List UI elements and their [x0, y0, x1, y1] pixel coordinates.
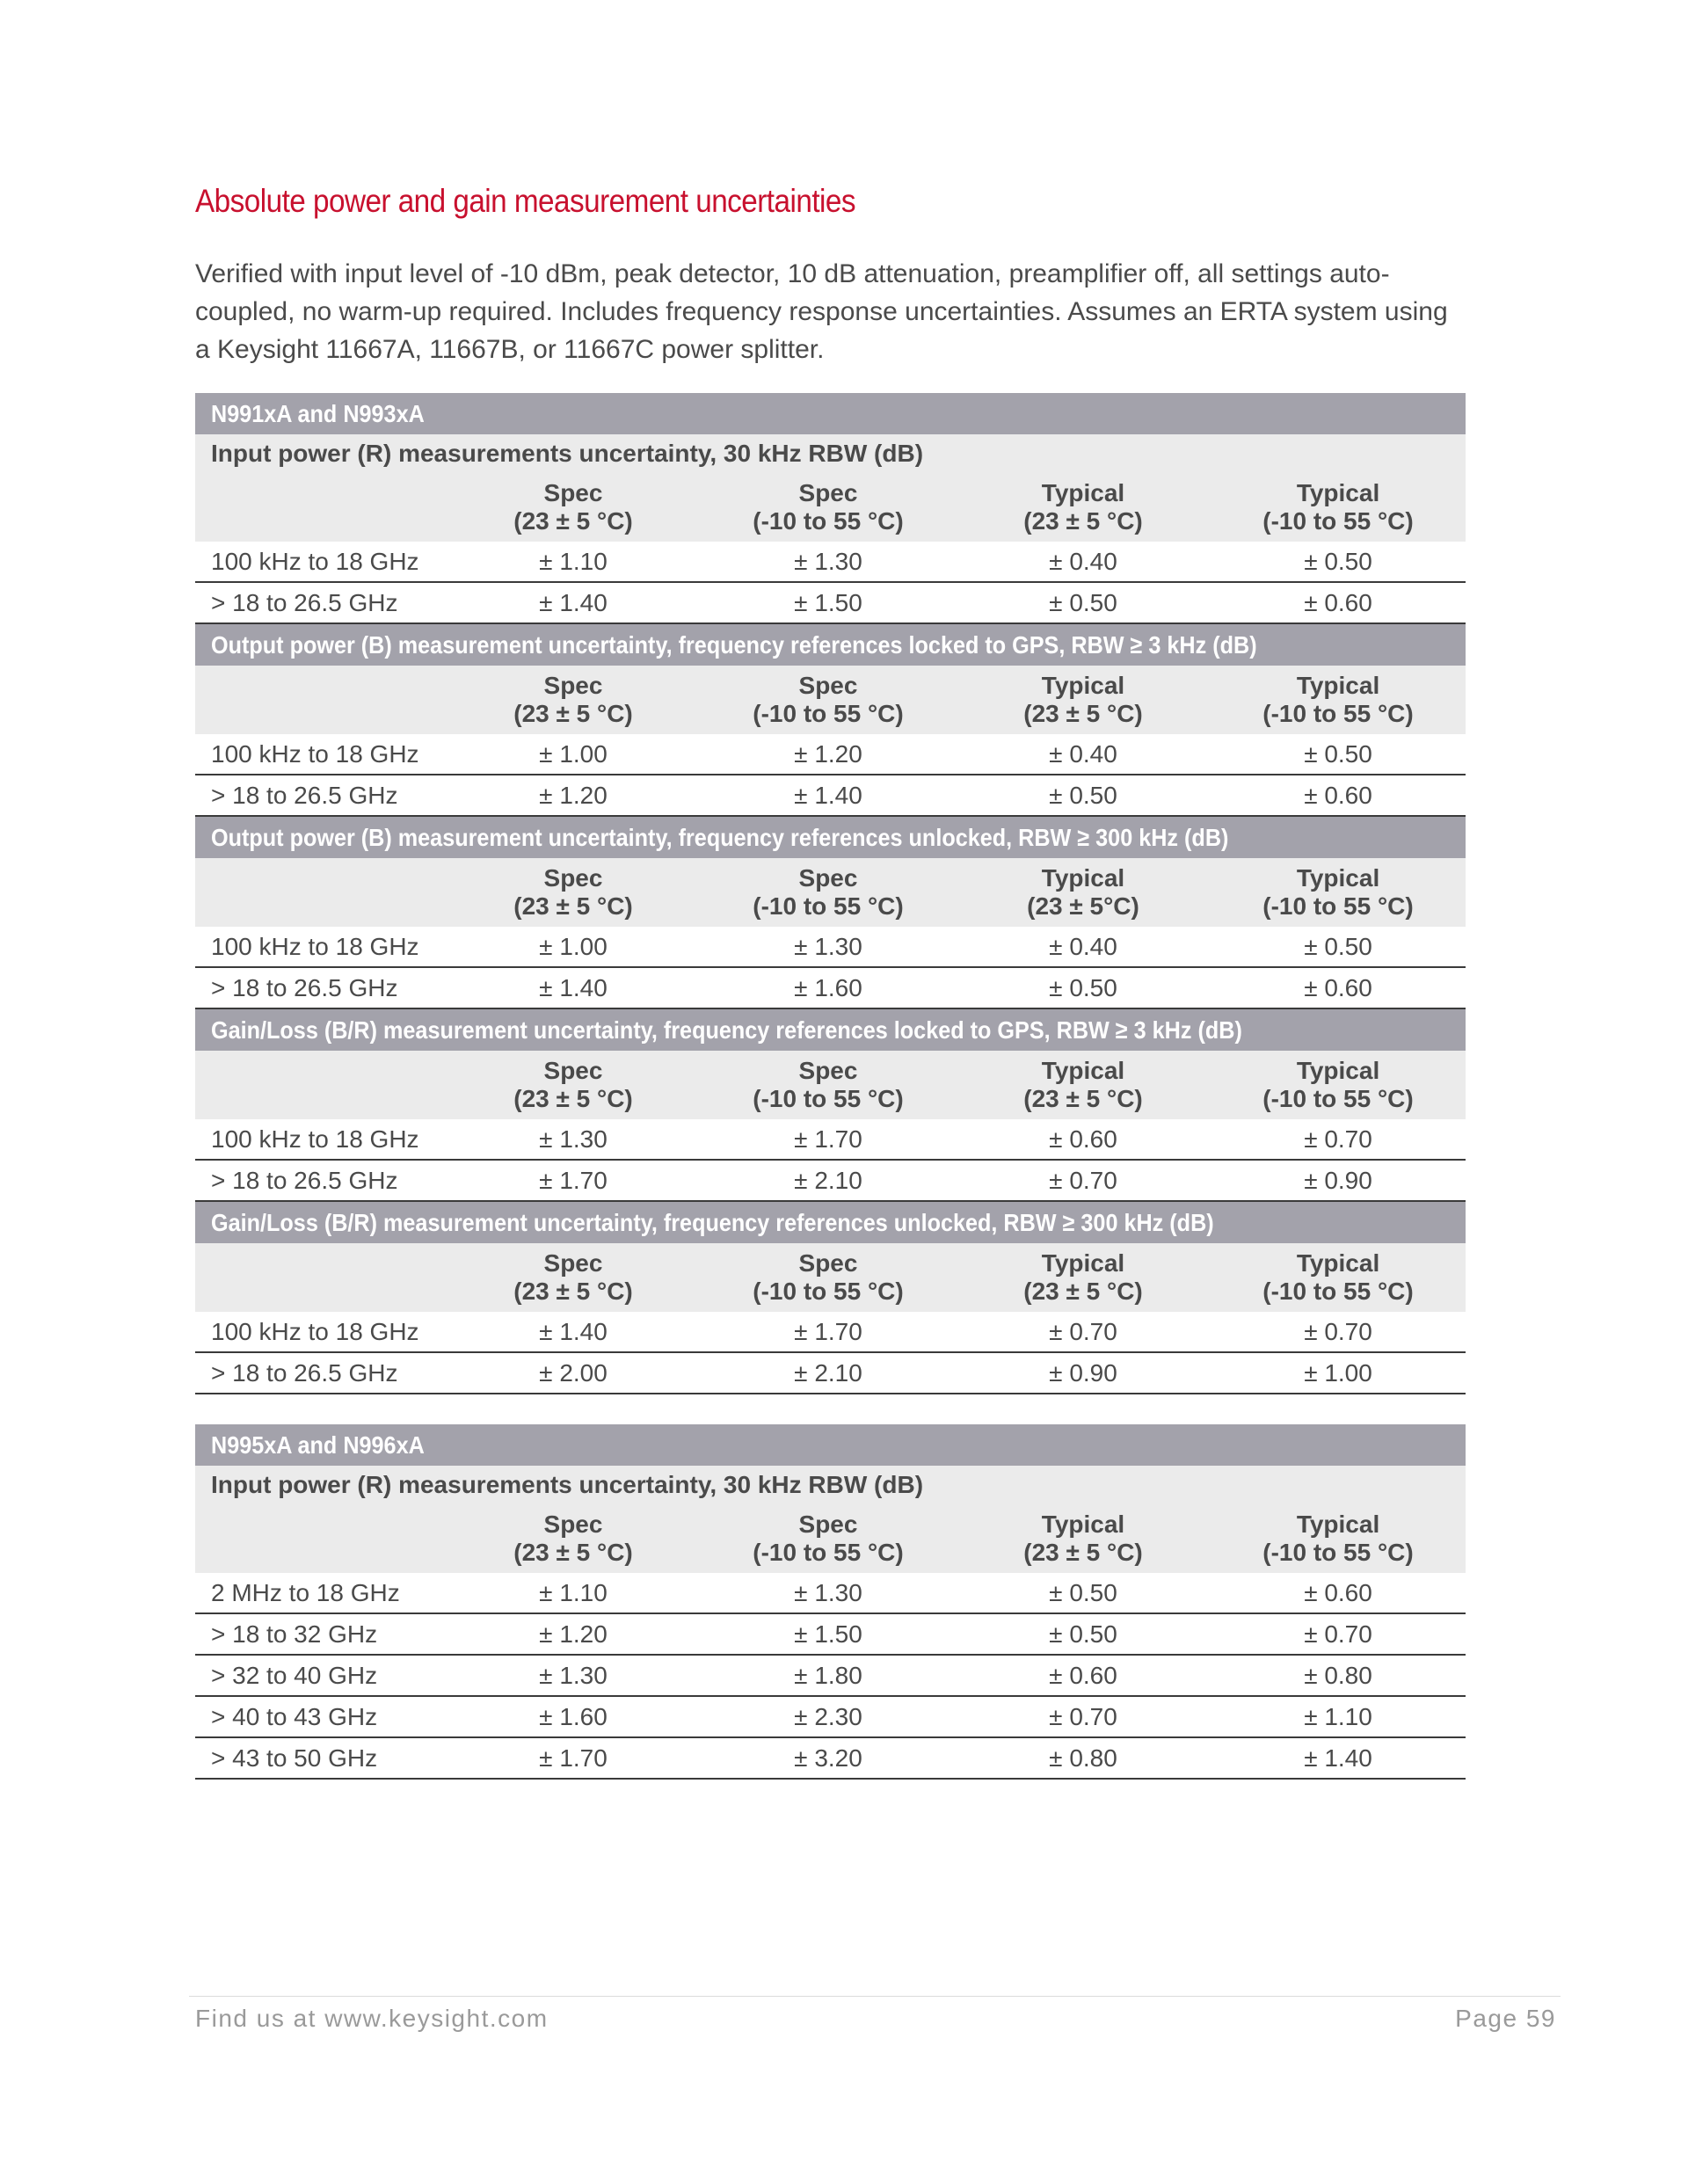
section-band-row — [195, 623, 1466, 666]
section-band — [195, 1008, 1466, 1051]
table-row — [195, 1696, 1466, 1737]
column-header-condition: (23 ± 5 °C) — [1023, 1085, 1143, 1112]
column-header-label: Spec — [798, 864, 858, 892]
uncertainty-value: ± 0.40 — [956, 734, 1211, 775]
frequency-range: > 43 to 50 GHz — [195, 1737, 446, 1779]
uncertainty-value: ± 0.70 — [956, 1160, 1211, 1201]
uncertainty-value: ± 0.50 — [956, 1573, 1211, 1613]
column-header-condition: (-10 to 55 °C) — [1262, 892, 1414, 920]
uncertainty-value: ± 0.70 — [1211, 1312, 1466, 1352]
uncertainty-value: ± 0.60 — [956, 1119, 1211, 1160]
table-row — [195, 967, 1466, 1008]
column-header-row — [195, 1504, 1466, 1573]
model-band-row — [195, 393, 1466, 434]
column-header — [1211, 1243, 1466, 1312]
uncertainty-value: ± 2.00 — [446, 1352, 701, 1394]
subheading-row — [195, 1466, 1466, 1504]
table-row — [195, 542, 1466, 582]
column-header — [956, 858, 1211, 927]
column-header-condition: (-10 to 55 °C) — [753, 1278, 904, 1305]
column-header-blank — [195, 473, 446, 542]
column-header-label: Spec — [798, 672, 858, 699]
uncertainty-value: ± 1.10 — [1211, 1696, 1466, 1737]
spec-table-n995xa — [195, 1424, 1466, 1780]
frequency-range: > 18 to 26.5 GHz — [195, 582, 446, 623]
column-header-condition: (23 ± 5 °C) — [1023, 1539, 1143, 1566]
section-band-label: Output power (B) measurement uncertainty, frequency references unlocked, RBW ≥ 300 kHz (dB) — [211, 823, 1229, 851]
column-header — [446, 473, 701, 542]
column-header-label: Typical — [1041, 1511, 1125, 1538]
table-row — [195, 1352, 1466, 1394]
section-band — [195, 1201, 1466, 1243]
model-band-label: N995xA and N996xA — [211, 1431, 425, 1459]
subheading: Input power (R) measurements uncertainty, 30 kHz RBW (dB) — [195, 1466, 1466, 1504]
table-row — [195, 1573, 1466, 1613]
frequency-range: 2 MHz to 18 GHz — [195, 1573, 446, 1613]
column-header-label: Spec — [798, 479, 858, 506]
uncertainty-value: ± 1.80 — [701, 1655, 956, 1696]
frequency-range: > 18 to 26.5 GHz — [195, 967, 446, 1008]
frequency-range: 100 kHz to 18 GHz — [195, 734, 446, 775]
table-row — [195, 1613, 1466, 1655]
table-row — [195, 1160, 1466, 1201]
column-header — [1211, 1051, 1466, 1119]
uncertainty-value: ± 1.40 — [446, 967, 701, 1008]
section-band — [195, 623, 1466, 666]
page-title: Absolute power and gain measurement uncertainties — [195, 183, 856, 219]
column-header — [701, 1051, 956, 1119]
column-header — [1211, 473, 1466, 542]
column-header-condition: (-10 to 55 °C) — [1262, 1278, 1414, 1305]
uncertainty-value: ± 0.50 — [956, 582, 1211, 623]
column-header-label: Typical — [1296, 864, 1380, 892]
uncertainty-value: ± 1.50 — [701, 582, 956, 623]
uncertainty-value: ± 0.50 — [1211, 927, 1466, 967]
column-header — [1211, 858, 1466, 927]
section-band-label: Output power (B) measurement uncertainty, frequency references locked to GPS, RBW ≥ 3 kHz (dB) — [211, 630, 1257, 659]
column-header — [446, 1051, 701, 1119]
table-row — [195, 1119, 1466, 1160]
column-header — [956, 1243, 1211, 1312]
column-header-condition: (23 ± 5°C) — [1027, 892, 1139, 920]
column-header-condition: (23 ± 5 °C) — [1023, 1278, 1143, 1305]
uncertainty-value: ± 2.10 — [701, 1160, 956, 1201]
uncertainty-value: ± 1.40 — [446, 1312, 701, 1352]
uncertainty-value: ± 0.50 — [1211, 542, 1466, 582]
column-header-label: Typical — [1041, 672, 1125, 699]
column-header — [956, 1504, 1211, 1573]
frequency-range: > 18 to 32 GHz — [195, 1613, 446, 1655]
column-header — [956, 473, 1211, 542]
subheading-row — [195, 434, 1466, 473]
column-header-label: Spec — [543, 479, 603, 506]
column-header-blank — [195, 1504, 446, 1573]
column-header-label: Typical — [1296, 1249, 1380, 1277]
column-header-blank — [195, 858, 446, 927]
section-band-row — [195, 1008, 1466, 1051]
column-header-condition: (-10 to 55 °C) — [1262, 1085, 1414, 1112]
uncertainty-value: ± 3.20 — [701, 1737, 956, 1779]
column-header-label: Spec — [798, 1511, 858, 1538]
column-header-blank — [195, 1051, 446, 1119]
uncertainty-value: ± 1.20 — [701, 734, 956, 775]
uncertainty-value: ± 0.70 — [956, 1312, 1211, 1352]
column-header-label: Typical — [1296, 1511, 1380, 1538]
frequency-range: > 32 to 40 GHz — [195, 1655, 446, 1696]
column-header-label: Spec — [543, 864, 603, 892]
uncertainty-value: ± 0.60 — [1211, 775, 1466, 816]
uncertainty-value: ± 1.10 — [446, 1573, 701, 1613]
model-band — [195, 393, 1466, 434]
uncertainty-value: ± 0.60 — [1211, 1573, 1466, 1613]
column-header-label: Spec — [543, 1057, 603, 1084]
frequency-range: > 18 to 26.5 GHz — [195, 1352, 446, 1394]
column-header-label: Spec — [798, 1057, 858, 1084]
footer-divider — [189, 1996, 1561, 1997]
uncertainty-value: ± 1.50 — [701, 1613, 956, 1655]
uncertainty-value: ± 2.10 — [701, 1352, 956, 1394]
column-header-condition: (23 ± 5 °C) — [513, 1085, 633, 1112]
column-header-row — [195, 473, 1466, 542]
uncertainty-value: ± 0.50 — [956, 1613, 1211, 1655]
footer-website[interactable]: Find us at www.keysight.com — [195, 2005, 549, 2032]
column-header-row — [195, 1243, 1466, 1312]
model-band-label: N991xA and N993xA — [211, 399, 425, 427]
uncertainty-value: ± 1.70 — [701, 1312, 956, 1352]
column-header-label: Spec — [543, 1511, 603, 1538]
section-band-row — [195, 816, 1466, 858]
column-header — [701, 1243, 956, 1312]
uncertainty-value: ± 1.70 — [446, 1160, 701, 1201]
uncertainty-value: ± 1.00 — [1211, 1352, 1466, 1394]
uncertainty-value: ± 1.20 — [446, 775, 701, 816]
model-band — [195, 1424, 1466, 1466]
uncertainty-value: ± 1.10 — [446, 542, 701, 582]
column-header-label: Spec — [798, 1249, 858, 1277]
model-band-row — [195, 1424, 1466, 1466]
uncertainty-value: ± 1.70 — [446, 1737, 701, 1779]
uncertainty-value: ± 1.60 — [446, 1696, 701, 1737]
uncertainty-value: ± 0.70 — [1211, 1119, 1466, 1160]
uncertainty-value: ± 0.60 — [956, 1655, 1211, 1696]
uncertainty-value: ± 0.80 — [956, 1737, 1211, 1779]
uncertainty-value: ± 1.20 — [446, 1613, 701, 1655]
uncertainty-value: ± 1.00 — [446, 927, 701, 967]
uncertainty-value: ± 1.30 — [701, 542, 956, 582]
uncertainty-value: ± 1.30 — [446, 1119, 701, 1160]
uncertainty-value: ± 0.70 — [956, 1696, 1211, 1737]
column-header-blank — [195, 666, 446, 734]
uncertainty-value: ± 1.60 — [701, 967, 956, 1008]
column-header-label: Typical — [1296, 1057, 1380, 1084]
column-header-label: Typical — [1296, 479, 1380, 506]
uncertainty-value: ± 0.60 — [1211, 582, 1466, 623]
column-header — [701, 858, 956, 927]
column-header — [1211, 666, 1466, 734]
column-header-condition: (23 ± 5 °C) — [513, 1278, 633, 1305]
uncertainty-value: ± 1.00 — [446, 734, 701, 775]
column-header-blank — [195, 1243, 446, 1312]
column-header-condition: (23 ± 5 °C) — [513, 700, 633, 727]
table-row — [195, 1312, 1466, 1352]
column-header-condition: (23 ± 5 °C) — [1023, 507, 1143, 535]
column-header-condition: (-10 to 55 °C) — [753, 700, 904, 727]
uncertainty-value: ± 0.90 — [1211, 1160, 1466, 1201]
column-header-condition: (-10 to 55 °C) — [753, 892, 904, 920]
column-header-condition: (-10 to 55 °C) — [753, 1085, 904, 1112]
frequency-range: > 18 to 26.5 GHz — [195, 775, 446, 816]
uncertainty-value: ± 1.40 — [446, 582, 701, 623]
uncertainty-value: ± 1.40 — [701, 775, 956, 816]
table-row — [195, 775, 1466, 816]
uncertainty-value: ± 1.70 — [701, 1119, 956, 1160]
column-header-label: Typical — [1041, 479, 1125, 506]
frequency-range: 100 kHz to 18 GHz — [195, 542, 446, 582]
column-header-condition: (-10 to 55 °C) — [1262, 1539, 1414, 1566]
column-header-condition: (23 ± 5 °C) — [513, 507, 633, 535]
column-header — [701, 473, 956, 542]
uncertainty-value: ± 2.30 — [701, 1696, 956, 1737]
column-header — [956, 666, 1211, 734]
column-header-condition: (-10 to 55 °C) — [753, 507, 904, 535]
column-header-condition: (23 ± 5 °C) — [513, 1539, 633, 1566]
spec-table-n991xa — [195, 393, 1466, 1394]
uncertainty-value: ± 0.80 — [1211, 1655, 1466, 1696]
column-header-condition: (23 ± 5 °C) — [1023, 700, 1143, 727]
section-band-label: Gain/Loss (B/R) measurement uncertainty, frequency references locked to GPS, RBW ≥ 3 kHz (dB) — [211, 1016, 1242, 1044]
column-header-label: Typical — [1296, 672, 1380, 699]
uncertainty-value: ± 1.40 — [1211, 1737, 1466, 1779]
intro-paragraph: Verified with input level of -10 dBm, peak detector, 10 dB attenuation, preamplifier off, all settings auto-coupled, no warm-up required. Includes frequency response uncertainties. Assumes an ERTA system using a Keysight 11667A, 11667B, or 11667C power splitter. — [195, 259, 1448, 364]
uncertainty-value: ± 0.90 — [956, 1352, 1211, 1394]
column-header-condition: (-10 to 55 °C) — [753, 1539, 904, 1566]
column-header-row — [195, 1051, 1466, 1119]
column-header — [1211, 1504, 1466, 1573]
column-header-label: Spec — [543, 672, 603, 699]
frequency-range: > 18 to 26.5 GHz — [195, 1160, 446, 1201]
column-header — [446, 666, 701, 734]
column-header — [701, 1504, 956, 1573]
column-header-condition: (-10 to 55 °C) — [1262, 700, 1414, 727]
uncertainty-value: ± 0.60 — [1211, 967, 1466, 1008]
page-number: Page 59 — [1455, 2005, 1556, 2032]
column-header — [446, 858, 701, 927]
section-band — [195, 816, 1466, 858]
column-header — [446, 1504, 701, 1573]
uncertainty-value: ± 0.50 — [956, 775, 1211, 816]
column-header — [446, 1243, 701, 1312]
table-row — [195, 1655, 1466, 1696]
uncertainty-value: ± 1.30 — [701, 1573, 956, 1613]
table-row — [195, 927, 1466, 967]
column-header-row — [195, 858, 1466, 927]
section-band-row — [195, 1201, 1466, 1243]
uncertainty-value: ± 0.50 — [956, 967, 1211, 1008]
table-row — [195, 582, 1466, 623]
column-header-label: Spec — [543, 1249, 603, 1277]
column-header-label: Typical — [1041, 1057, 1125, 1084]
column-header — [701, 666, 956, 734]
uncertainty-value: ± 1.30 — [701, 927, 956, 967]
table-row — [195, 734, 1466, 775]
frequency-range: 100 kHz to 18 GHz — [195, 1119, 446, 1160]
column-header-condition: (-10 to 55 °C) — [1262, 507, 1414, 535]
column-header — [956, 1051, 1211, 1119]
uncertainty-value: ± 0.50 — [1211, 734, 1466, 775]
frequency-range: 100 kHz to 18 GHz — [195, 1312, 446, 1352]
uncertainty-value: ± 0.40 — [956, 542, 1211, 582]
subheading: Input power (R) measurements uncertainty, 30 kHz RBW (dB) — [195, 434, 1466, 473]
column-header-label: Typical — [1041, 864, 1125, 892]
section-band-label: Gain/Loss (B/R) measurement uncertainty, frequency references unlocked, RBW ≥ 300 kHz (dB) — [211, 1208, 1214, 1236]
column-header-label: Typical — [1041, 1249, 1125, 1277]
uncertainty-value: ± 0.40 — [956, 927, 1211, 967]
column-header-row — [195, 666, 1466, 734]
column-header-condition: (23 ± 5 °C) — [513, 892, 633, 920]
table-row — [195, 1737, 1466, 1779]
frequency-range: 100 kHz to 18 GHz — [195, 927, 446, 967]
frequency-range: > 40 to 43 GHz — [195, 1696, 446, 1737]
uncertainty-value: ± 0.70 — [1211, 1613, 1466, 1655]
uncertainty-value: ± 1.30 — [446, 1655, 701, 1696]
